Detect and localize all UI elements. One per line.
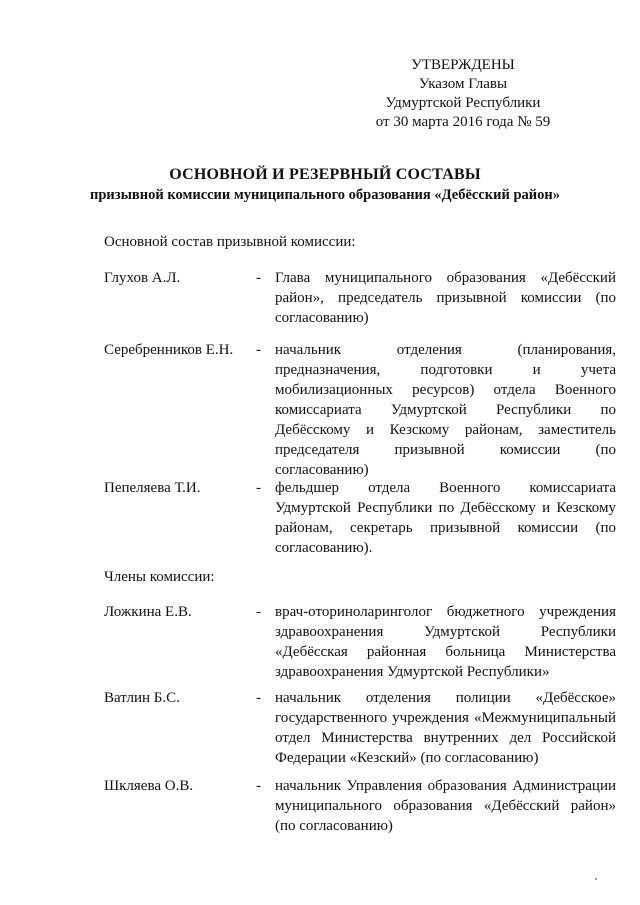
- member-dash: -: [256, 342, 261, 358]
- approval-line-republic: Удмуртской Республики: [385, 95, 541, 111]
- document-heading: [60, 165, 590, 205]
- member-role: начальник Управления образования Администрации муниципального образования «Дебёсский район» (по согласованию): [275, 778, 616, 834]
- member-dash: -: [256, 270, 261, 286]
- member-name: Глухов А.Л.: [104, 270, 181, 286]
- member-role: начальник отделения полиции «Дебёсское» государственного учреждения «Межмуниципальный отдел Министерства внутренних дел Российской Федерации «Кезский» (по согласованию): [275, 690, 616, 766]
- approval-line-decree: Указом Главы: [418, 76, 508, 92]
- member-dash: -: [256, 604, 261, 620]
- member-dash: -: [256, 480, 261, 496]
- member-dash: -: [256, 778, 261, 794]
- main-section-label: Основной состав призывной комиссии:: [104, 234, 356, 250]
- approval-stamp: [333, 56, 593, 132]
- members-section-label: Члены комиссии:: [104, 569, 215, 585]
- member-role: Глава муниципального образования «Дебёсский район», председатель призывной комиссии (по согласованию): [275, 270, 616, 326]
- member-name: Шкляева О.В.: [104, 778, 194, 794]
- member-role: начальник отделения (планирования, предназначения, подготовки и учета мобилизационных ресурсов) отдела Военного комиссариата Удмуртской Республики по Дебёсскому и Кезскому районам, заместитель председателя призывной комиссии (по согласованию): [275, 342, 616, 478]
- scan-speck: [595, 878, 597, 880]
- member-role: врач-оториноларинголог бюджетного учреждения здравоохранения Удмуртской Республики «Дебёсская районная больница Министерства здравоохранения Удмуртской Республики»: [275, 604, 616, 680]
- member-role: фельдшер отдела Военного комиссариата Удмуртской Республики по Дебёсскому и Кезскому районам, секретарь призывной комиссии (по согласованию).: [275, 480, 616, 556]
- approval-line-approved: УТВЕРЖДЕНЫ: [411, 57, 515, 73]
- document-subtitle: призывной комиссии муниципального образования «Дебёсский район»: [89, 187, 560, 203]
- approval-line-date: от 30 марта 2016 года № 59: [375, 114, 551, 130]
- member-dash: -: [256, 690, 261, 706]
- member-name: Серебренников Е.Н.: [104, 342, 234, 358]
- member-name: Ватлин Б.С.: [104, 690, 180, 706]
- member-name: Пепеляева Т.И.: [104, 480, 201, 496]
- member-name: Ложкина Е.В.: [104, 604, 192, 620]
- document-title: ОСНОВНОЙ И РЕЗЕРВНЫЙ СОСТАВЫ: [169, 166, 481, 183]
